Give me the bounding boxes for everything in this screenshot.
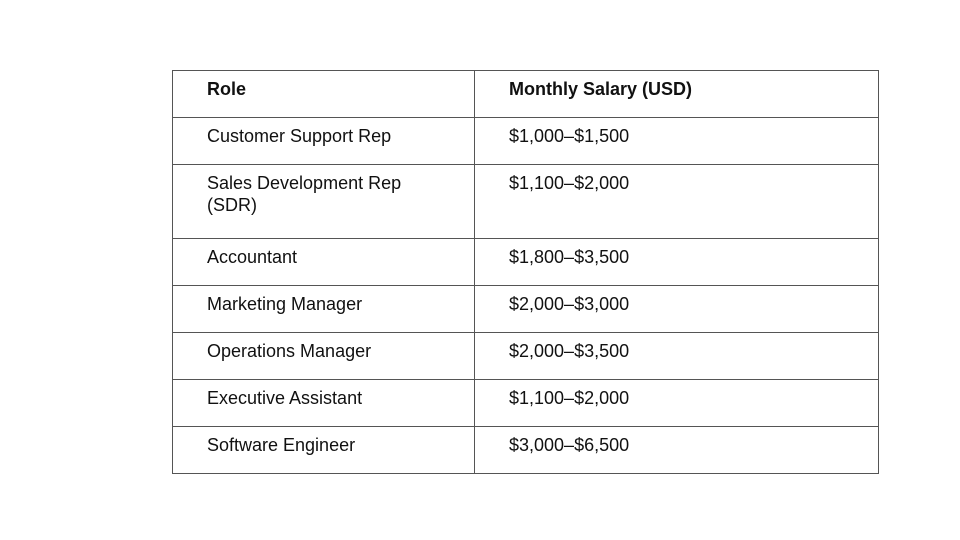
table-row [173, 165, 879, 239]
table-row [173, 239, 879, 286]
salary-cell: $1,000–$1,500 [475, 118, 879, 165]
salary-cell: $2,000–$3,500 [475, 333, 879, 380]
header-monthly-salary: Monthly Salary (USD) [475, 71, 879, 118]
salary-cell: $2,000–$3,000 [475, 286, 879, 333]
table-row [173, 286, 879, 333]
role-cell: Accountant [173, 239, 475, 286]
role-cell: Software Engineer [173, 427, 475, 474]
table-row [173, 427, 879, 474]
salary-cell: $1,100–$2,000 [475, 165, 879, 239]
role-cell: Marketing Manager [173, 286, 475, 333]
role-cell: Customer Support Rep [173, 118, 475, 165]
salary-cell: $1,100–$2,000 [475, 380, 879, 427]
role-cell: Sales Development Rep (SDR) [173, 165, 475, 239]
table-header-row [173, 71, 879, 118]
role-cell: Executive Assistant [173, 380, 475, 427]
table-row [173, 380, 879, 427]
table-row [173, 333, 879, 380]
table-row [173, 118, 879, 165]
salary-cell: $3,000–$6,500 [475, 427, 879, 474]
header-role: Role [173, 71, 475, 118]
role-cell: Operations Manager [173, 333, 475, 380]
salary-table [172, 70, 879, 474]
salary-cell: $1,800–$3,500 [475, 239, 879, 286]
